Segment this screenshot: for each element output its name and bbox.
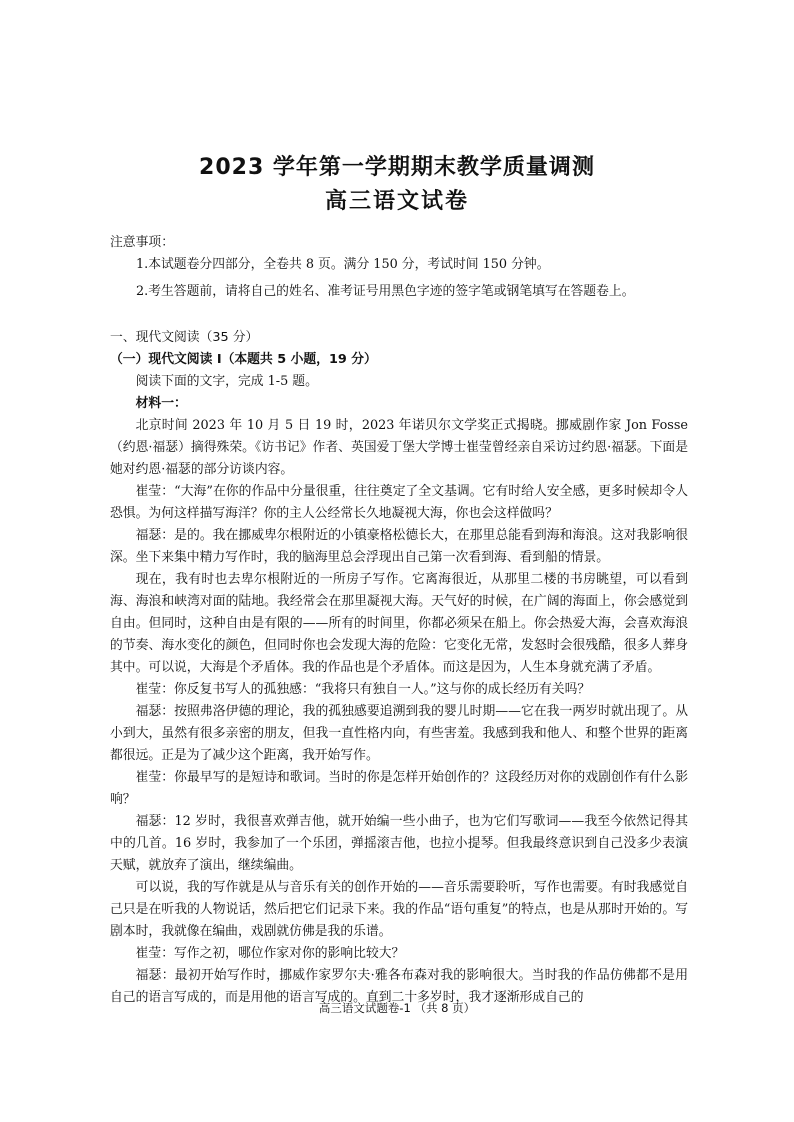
material-label: 材料一： xyxy=(135,396,187,411)
paragraph: 崔莹：你反复书写人的孤独感：“我将只有独自一人。”这与你的成长经历有关吗？ xyxy=(135,682,591,697)
paragraph: 崔莹：“大海”在你的作品中分量很重，往往奠定了全文基调。它有时给人安全感，更多时候却令人恐惧。为何这样描写海洋？你的主人公经常长久地凝视大海，你也会这样做吗？ xyxy=(110,484,688,521)
section-heading: 一、现代文阅读（35 分） xyxy=(110,330,259,345)
paragraph: 福瑟：12 岁时，我很喜欢弹吉他，就开始编一些小曲子，也为它们写歌词——我至今依然记得其中的几首。16 岁时，我参加了一个乐团，弹摇滚吉他，也拉小提琴。但我最终意识到自己没多少表演天赋，就放弃了演出，继续编曲。 xyxy=(110,814,688,873)
paragraph: 福瑟：按照弗洛伊德的理论，我的孤独感要追溯到我的婴儿时期——它在我一两岁时就出现了。从小到大，虽然有很多亲密的朋友，但我一直性格内向，有些害羞。我感到我和他人、和整个世界的距离都很远。正是为了减少这个距离，我开始写作。 xyxy=(110,704,688,763)
paragraph: 福瑟：最初开始写作时，挪威作家罗尔夫·雅各布森对我的影响很大。当时我的作品仿佛都不是用自己的语言写成的，而是用他的语言写成的。直到二十多岁时，我才逐渐形成自己的 xyxy=(110,968,688,1005)
paragraph: 福瑟：是的。我在挪威卑尔根附近的小镇豪格松德长大，在那里总能看到海和海浪。这对我影响很深。坐下来集中精力写作时，我的脑海里总会浮现出自己第一次看到海、看到船的情景。 xyxy=(110,528,688,565)
paragraph: 崔莹：写作之初，哪位作家对你的影响比较大？ xyxy=(135,946,405,961)
notice-heading: 注意事项： xyxy=(110,235,174,250)
paragraph: 现在，我有时也去卑尔根附近的一所房子写作。它离海很近，从那里二楼的书房眺望，可以看到海、海浪和峡湾对面的陆地。我经常会在那里凝视大海。天气好的时候，在广阔的海面上，你会感觉到自由。但同时，这种自由是有限的——所有的时间里，你都必须呆在船上。你会热爱大海，会喜欢海浪的节奏、海水变化的颜色，但同时你也会发现大海的危险：它变化无常，发怒时会很残酷，很多人葬身其中。可以说，大海是个矛盾体。我的作品也是个矛盾体。而这是因为，人生本身就充满了矛盾。 xyxy=(110,572,688,675)
notice-item: 1.本试题卷分四部分，全卷共 8 页。满分 150 分，考试时间 150 分钟。 xyxy=(136,257,550,272)
sub-section-heading: （一）现代文阅读 I（本题共 5 小题，19 分） xyxy=(110,352,377,367)
paragraph: 北京时间 2023 年 10 月 5 日 19 时，2023 年诺贝尔文学奖正式揭晓。挪威剧作家 Jon Fosse（约恩·福瑟）摘得殊荣。《访书记》作者、英国爱丁堡大学博士崔莹曾经亲自采访过约恩·福瑟。下面是她对约恩·福瑟的部分访谈内容。 xyxy=(110,418,688,477)
exam-title: 2023 学年第一学期期末教学质量调测 xyxy=(199,155,595,180)
notice-item: 2.考生答题前，请将自己的姓名、准考证号用黑色字迹的签字笔或钢笔填写在答题卷上。 xyxy=(136,284,635,299)
notice-block xyxy=(110,232,688,303)
paragraph: 可以说，我的写作就是从与音乐有关的创作开始的——音乐需要聆听，写作也需要。有时我感觉自己只是在听我的人物说话，然后把它们记录下来。我的作品“语句重复”的特点，也是从那时开始的。写剧本时，我就像在编曲，戏剧就仿佛是我的乐谱。 xyxy=(110,880,688,939)
exam-subtitle: 高三语文试卷 xyxy=(324,189,469,214)
paragraph: 崔莹：你最早写的是短诗和歌词。当时的你是怎样开始创作的？这段经历对你的戏剧创作有什么影响？ xyxy=(110,770,688,807)
page-footer: 高三语文试题卷-1 （共 8 页） xyxy=(318,1001,476,1015)
exam-body xyxy=(110,232,688,1009)
instruction-text: 阅读下面的文字，完成 1-5 题。 xyxy=(135,374,318,389)
